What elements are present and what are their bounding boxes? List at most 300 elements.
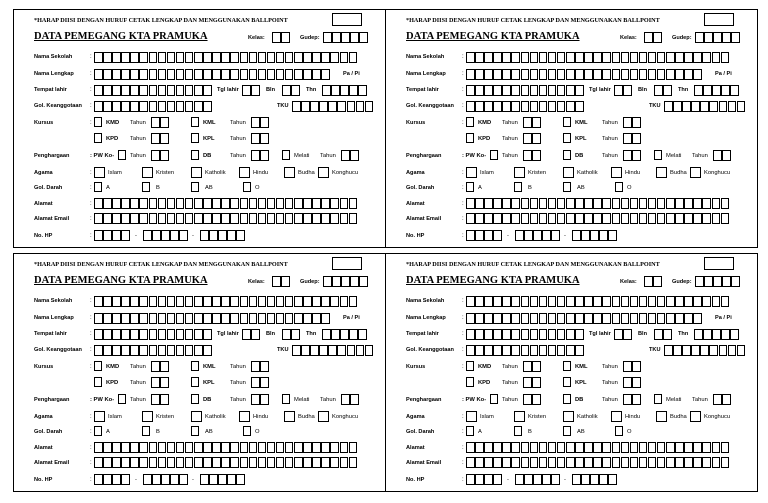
input-cell[interactable]	[533, 474, 542, 485]
input-cell[interactable]	[121, 442, 130, 453]
input-cell[interactable]	[493, 329, 502, 340]
input-cell[interactable]	[484, 52, 493, 63]
input-cell[interactable]	[121, 52, 130, 63]
input-cell[interactable]	[721, 329, 730, 340]
input-cell[interactable]	[240, 457, 249, 468]
input-cell[interactable]	[321, 69, 330, 80]
input-cell[interactable]	[203, 329, 212, 340]
input-cell[interactable]	[151, 361, 160, 372]
input-cell[interactable]	[312, 52, 321, 63]
input-cell[interactable]	[539, 85, 548, 96]
input-cell[interactable]	[276, 213, 285, 224]
input-cell[interactable]	[466, 230, 475, 241]
input-cell[interactable]	[158, 345, 167, 356]
input-cell[interactable]	[630, 69, 639, 80]
input-cell[interactable]	[557, 69, 566, 80]
input-cell[interactable]	[493, 52, 502, 63]
input-cell[interactable]	[702, 442, 711, 453]
alamat-input[interactable]	[94, 442, 358, 453]
input-cell[interactable]	[112, 198, 121, 209]
islam-checkbox[interactable]	[466, 167, 477, 178]
input-cell[interactable]	[693, 52, 702, 63]
input-cell[interactable]	[632, 117, 641, 128]
input-cell[interactable]	[276, 296, 285, 307]
input-cell[interactable]	[112, 296, 121, 307]
input-cell[interactable]	[566, 442, 575, 453]
input-cell[interactable]	[673, 101, 682, 112]
input-cell[interactable]	[493, 101, 502, 112]
input-cell[interactable]	[721, 198, 730, 209]
input-cell[interactable]	[484, 345, 493, 356]
input-cell[interactable]	[530, 52, 539, 63]
input-cell[interactable]	[691, 101, 700, 112]
input-cell[interactable]	[167, 329, 176, 340]
input-cell[interactable]	[639, 198, 648, 209]
input-cell[interactable]	[176, 101, 185, 112]
input-cell[interactable]	[572, 230, 581, 241]
input-cell[interactable]	[593, 198, 602, 209]
input-cell[interactable]	[249, 296, 258, 307]
input-cell[interactable]	[493, 198, 502, 209]
input-cell[interactable]	[112, 52, 121, 63]
input-cell[interactable]	[575, 296, 584, 307]
input-cell[interactable]	[548, 101, 557, 112]
input-cell[interactable]	[332, 276, 341, 287]
input-cell[interactable]	[282, 85, 291, 96]
input-cell[interactable]	[475, 442, 484, 453]
input-cell[interactable]	[167, 296, 176, 307]
input-cell[interactable]	[657, 442, 666, 453]
input-cell[interactable]	[200, 230, 209, 241]
tgl-lahir-input[interactable]	[242, 329, 260, 340]
input-cell[interactable]	[493, 85, 502, 96]
input-cell[interactable]	[303, 69, 312, 80]
input-cell[interactable]	[493, 474, 502, 485]
input-cell[interactable]	[312, 457, 321, 468]
input-cell[interactable]	[539, 198, 548, 209]
melati-tahun-input[interactable]	[713, 394, 731, 405]
input-cell[interactable]	[340, 457, 349, 468]
input-cell[interactable]	[121, 213, 130, 224]
input-cell[interactable]	[532, 133, 541, 144]
input-cell[interactable]	[584, 457, 593, 468]
input-cell[interactable]	[623, 329, 632, 340]
input-cell[interactable]	[321, 213, 330, 224]
input-cell[interactable]	[170, 230, 179, 241]
input-cell[interactable]	[149, 213, 158, 224]
kpd-checkbox[interactable]	[466, 377, 474, 387]
input-cell[interactable]	[230, 457, 239, 468]
input-cell[interactable]	[575, 69, 584, 80]
input-cell[interactable]	[185, 101, 194, 112]
input-cell[interactable]	[267, 457, 276, 468]
input-cell[interactable]	[285, 442, 294, 453]
input-cell[interactable]	[103, 442, 112, 453]
input-cell[interactable]	[521, 85, 530, 96]
pw-ko-tahun-input[interactable]	[523, 394, 541, 405]
input-cell[interactable]	[121, 329, 130, 340]
input-cell[interactable]	[112, 345, 121, 356]
input-cell[interactable]	[484, 213, 493, 224]
input-cell[interactable]	[493, 457, 502, 468]
input-cell[interactable]	[221, 296, 230, 307]
input-cell[interactable]	[599, 230, 608, 241]
bln-input[interactable]	[282, 85, 300, 96]
kmd-tahun-input[interactable]	[151, 361, 169, 372]
input-cell[interactable]	[621, 198, 630, 209]
input-cell[interactable]	[337, 345, 346, 356]
db-checkbox[interactable]	[563, 394, 571, 404]
input-cell[interactable]	[94, 69, 103, 80]
input-cell[interactable]	[648, 52, 657, 63]
input-cell[interactable]	[548, 329, 557, 340]
input-cell[interactable]	[566, 52, 575, 63]
input-cell[interactable]	[702, 52, 711, 63]
input-cell[interactable]	[276, 442, 285, 453]
input-cell[interactable]	[149, 329, 158, 340]
blood-b-checkbox[interactable]	[514, 182, 522, 192]
input-cell[interactable]	[466, 313, 475, 324]
input-cell[interactable]	[337, 101, 346, 112]
input-cell[interactable]	[258, 457, 267, 468]
input-cell[interactable]	[340, 442, 349, 453]
input-cell[interactable]	[258, 442, 267, 453]
input-cell[interactable]	[294, 296, 303, 307]
input-cell[interactable]	[630, 52, 639, 63]
input-cell[interactable]	[167, 345, 176, 356]
input-cell[interactable]	[185, 457, 194, 468]
input-cell[interactable]	[466, 442, 475, 453]
input-cell[interactable]	[511, 52, 520, 63]
input-cell[interactable]	[614, 329, 623, 340]
budha-checkbox[interactable]	[284, 167, 295, 178]
input-cell[interactable]	[630, 198, 639, 209]
input-cell[interactable]	[575, 442, 584, 453]
blood-o-checkbox[interactable]	[615, 182, 623, 192]
input-cell[interactable]	[666, 213, 675, 224]
tku-input[interactable]	[664, 345, 746, 356]
input-cell[interactable]	[581, 474, 590, 485]
input-cell[interactable]	[321, 52, 330, 63]
kristen-checkbox[interactable]	[514, 411, 525, 422]
input-cell[interactable]	[139, 213, 148, 224]
input-cell[interactable]	[103, 296, 112, 307]
input-cell[interactable]	[502, 101, 511, 112]
input-cell[interactable]	[143, 230, 152, 241]
input-cell[interactable]	[167, 313, 176, 324]
input-cell[interactable]	[530, 329, 539, 340]
input-cell[interactable]	[312, 213, 321, 224]
input-cell[interactable]	[484, 230, 493, 241]
input-cell[interactable]	[684, 52, 693, 63]
blood-ab-checkbox[interactable]	[191, 426, 199, 436]
input-cell[interactable]	[292, 101, 301, 112]
input-cell[interactable]	[94, 213, 103, 224]
input-cell[interactable]	[121, 101, 130, 112]
input-cell[interactable]	[260, 377, 269, 388]
nama-lengkap-input[interactable]	[466, 313, 702, 324]
input-cell[interactable]	[158, 296, 167, 307]
input-cell[interactable]	[321, 198, 330, 209]
input-cell[interactable]	[521, 457, 530, 468]
kml-tahun-input[interactable]	[623, 117, 641, 128]
input-cell[interactable]	[349, 296, 358, 307]
input-cell[interactable]	[621, 52, 630, 63]
input-cell[interactable]	[721, 442, 730, 453]
input-cell[interactable]	[675, 457, 684, 468]
input-cell[interactable]	[693, 198, 702, 209]
gol-keanggotaan-input[interactable]	[94, 345, 212, 356]
input-cell[interactable]	[330, 442, 339, 453]
input-cell[interactable]	[139, 345, 148, 356]
input-cell[interactable]	[493, 345, 502, 356]
input-cell[interactable]	[121, 345, 130, 356]
input-cell[interactable]	[294, 213, 303, 224]
input-cell[interactable]	[358, 329, 367, 340]
input-cell[interactable]	[161, 474, 170, 485]
input-cell[interactable]	[684, 198, 693, 209]
input-cell[interactable]	[694, 329, 703, 340]
input-cell[interactable]	[251, 117, 260, 128]
input-cell[interactable]	[218, 474, 227, 485]
input-cell[interactable]	[675, 69, 684, 80]
input-cell[interactable]	[194, 52, 203, 63]
input-cell[interactable]	[602, 52, 611, 63]
input-cell[interactable]	[557, 296, 566, 307]
input-cell[interactable]	[502, 457, 511, 468]
no-hp-part2-input[interactable]	[515, 474, 560, 485]
gudep-input[interactable]	[323, 32, 368, 43]
input-cell[interactable]	[693, 69, 702, 80]
input-cell[interactable]	[285, 457, 294, 468]
input-cell[interactable]	[657, 198, 666, 209]
input-cell[interactable]	[149, 442, 158, 453]
input-cell[interactable]	[227, 474, 236, 485]
input-cell[interactable]	[602, 69, 611, 80]
input-cell[interactable]	[575, 101, 584, 112]
input-cell[interactable]	[185, 442, 194, 453]
input-cell[interactable]	[664, 345, 673, 356]
input-cell[interactable]	[323, 32, 332, 43]
input-cell[interactable]	[249, 457, 258, 468]
input-cell[interactable]	[130, 296, 139, 307]
input-cell[interactable]	[722, 276, 731, 287]
input-cell[interactable]	[493, 442, 502, 453]
input-cell[interactable]	[639, 313, 648, 324]
input-cell[interactable]	[524, 230, 533, 241]
input-cell[interactable]	[203, 52, 212, 63]
melati-checkbox[interactable]	[654, 150, 662, 160]
input-cell[interactable]	[684, 69, 693, 80]
input-cell[interactable]	[548, 345, 557, 356]
input-cell[interactable]	[285, 296, 294, 307]
input-cell[interactable]	[612, 213, 621, 224]
input-cell[interactable]	[103, 313, 112, 324]
input-cell[interactable]	[121, 198, 130, 209]
input-cell[interactable]	[130, 313, 139, 324]
budha-checkbox[interactable]	[656, 167, 667, 178]
input-cell[interactable]	[130, 213, 139, 224]
input-cell[interactable]	[511, 213, 520, 224]
input-cell[interactable]	[236, 474, 245, 485]
input-cell[interactable]	[212, 213, 221, 224]
input-cell[interactable]	[121, 313, 130, 324]
input-cell[interactable]	[602, 198, 611, 209]
input-cell[interactable]	[94, 442, 103, 453]
input-cell[interactable]	[557, 52, 566, 63]
gudep-input[interactable]	[323, 276, 368, 287]
input-cell[interactable]	[249, 198, 258, 209]
input-cell[interactable]	[103, 69, 112, 80]
kpl-checkbox[interactable]	[563, 133, 571, 143]
islam-checkbox[interactable]	[466, 411, 477, 422]
input-cell[interactable]	[258, 69, 267, 80]
input-cell[interactable]	[203, 296, 212, 307]
input-cell[interactable]	[103, 52, 112, 63]
input-cell[interactable]	[693, 457, 702, 468]
input-cell[interactable]	[731, 276, 740, 287]
input-cell[interactable]	[149, 101, 158, 112]
kristen-checkbox[interactable]	[142, 411, 153, 422]
input-cell[interactable]	[502, 198, 511, 209]
input-cell[interactable]	[319, 345, 328, 356]
input-cell[interactable]	[632, 361, 641, 372]
input-cell[interactable]	[657, 313, 666, 324]
input-cell[interactable]	[721, 213, 730, 224]
input-cell[interactable]	[530, 313, 539, 324]
input-cell[interactable]	[566, 69, 575, 80]
tgl-lahir-input[interactable]	[614, 85, 632, 96]
pw-ko-checkbox[interactable]	[118, 394, 126, 404]
input-cell[interactable]	[539, 345, 548, 356]
input-cell[interactable]	[630, 457, 639, 468]
input-cell[interactable]	[639, 457, 648, 468]
input-cell[interactable]	[557, 457, 566, 468]
input-cell[interactable]	[94, 329, 103, 340]
no-hp-part3-input[interactable]	[200, 474, 245, 485]
input-cell[interactable]	[702, 213, 711, 224]
input-cell[interactable]	[149, 345, 158, 356]
input-cell[interactable]	[666, 457, 675, 468]
input-cell[interactable]	[712, 52, 721, 63]
input-cell[interactable]	[630, 313, 639, 324]
hindu-checkbox[interactable]	[611, 411, 622, 422]
bln-input[interactable]	[654, 329, 672, 340]
input-cell[interactable]	[130, 85, 139, 96]
input-cell[interactable]	[349, 213, 358, 224]
input-cell[interactable]	[581, 230, 590, 241]
input-cell[interactable]	[179, 474, 188, 485]
input-cell[interactable]	[719, 345, 728, 356]
nama-sekolah-input[interactable]	[466, 52, 730, 63]
input-cell[interactable]	[539, 52, 548, 63]
input-cell[interactable]	[653, 32, 662, 43]
input-cell[interactable]	[167, 101, 176, 112]
kelas-input[interactable]	[272, 276, 290, 287]
input-cell[interactable]	[356, 345, 365, 356]
input-cell[interactable]	[103, 198, 112, 209]
input-cell[interactable]	[160, 150, 169, 161]
input-cell[interactable]	[130, 329, 139, 340]
kpd-tahun-input[interactable]	[523, 133, 541, 144]
input-cell[interactable]	[258, 198, 267, 209]
input-cell[interactable]	[292, 345, 301, 356]
input-cell[interactable]	[194, 213, 203, 224]
input-cell[interactable]	[657, 457, 666, 468]
input-cell[interactable]	[502, 52, 511, 63]
input-cell[interactable]	[139, 457, 148, 468]
no-hp-part2-input[interactable]	[515, 230, 560, 241]
input-cell[interactable]	[612, 52, 621, 63]
input-cell[interactable]	[340, 52, 349, 63]
input-cell[interactable]	[548, 457, 557, 468]
blood-a-checkbox[interactable]	[466, 182, 474, 192]
input-cell[interactable]	[185, 345, 194, 356]
input-cell[interactable]	[103, 85, 112, 96]
input-cell[interactable]	[572, 474, 581, 485]
input-cell[interactable]	[511, 101, 520, 112]
input-cell[interactable]	[94, 474, 103, 485]
input-cell[interactable]	[167, 442, 176, 453]
input-cell[interactable]	[176, 442, 185, 453]
input-cell[interactable]	[630, 213, 639, 224]
input-cell[interactable]	[319, 101, 328, 112]
input-cell[interactable]	[251, 329, 260, 340]
input-cell[interactable]	[704, 276, 713, 287]
input-cell[interactable]	[94, 101, 103, 112]
kmd-checkbox[interactable]	[466, 117, 474, 127]
input-cell[interactable]	[493, 296, 502, 307]
input-cell[interactable]	[185, 329, 194, 340]
input-cell[interactable]	[653, 276, 662, 287]
input-cell[interactable]	[675, 296, 684, 307]
kpd-checkbox[interactable]	[466, 133, 474, 143]
input-cell[interactable]	[112, 85, 121, 96]
input-cell[interactable]	[185, 85, 194, 96]
input-cell[interactable]	[194, 442, 203, 453]
input-cell[interactable]	[623, 133, 632, 144]
input-cell[interactable]	[221, 69, 230, 80]
input-cell[interactable]	[530, 442, 539, 453]
input-cell[interactable]	[475, 198, 484, 209]
input-cell[interactable]	[167, 457, 176, 468]
input-cell[interactable]	[590, 474, 599, 485]
input-cell[interactable]	[303, 442, 312, 453]
input-cell[interactable]	[521, 345, 530, 356]
input-cell[interactable]	[276, 313, 285, 324]
input-cell[interactable]	[312, 296, 321, 307]
input-cell[interactable]	[702, 198, 711, 209]
input-cell[interactable]	[666, 52, 675, 63]
input-cell[interactable]	[709, 101, 718, 112]
input-cell[interactable]	[332, 32, 341, 43]
input-cell[interactable]	[203, 198, 212, 209]
input-cell[interactable]	[566, 313, 575, 324]
input-cell[interactable]	[539, 213, 548, 224]
input-cell[interactable]	[176, 213, 185, 224]
input-cell[interactable]	[575, 198, 584, 209]
input-cell[interactable]	[511, 85, 520, 96]
input-cell[interactable]	[158, 101, 167, 112]
input-cell[interactable]	[502, 85, 511, 96]
input-cell[interactable]	[584, 52, 593, 63]
input-cell[interactable]	[303, 457, 312, 468]
input-cell[interactable]	[285, 69, 294, 80]
input-cell[interactable]	[523, 377, 532, 388]
input-cell[interactable]	[347, 345, 356, 356]
pw-ko-checkbox[interactable]	[118, 150, 126, 160]
input-cell[interactable]	[684, 442, 693, 453]
